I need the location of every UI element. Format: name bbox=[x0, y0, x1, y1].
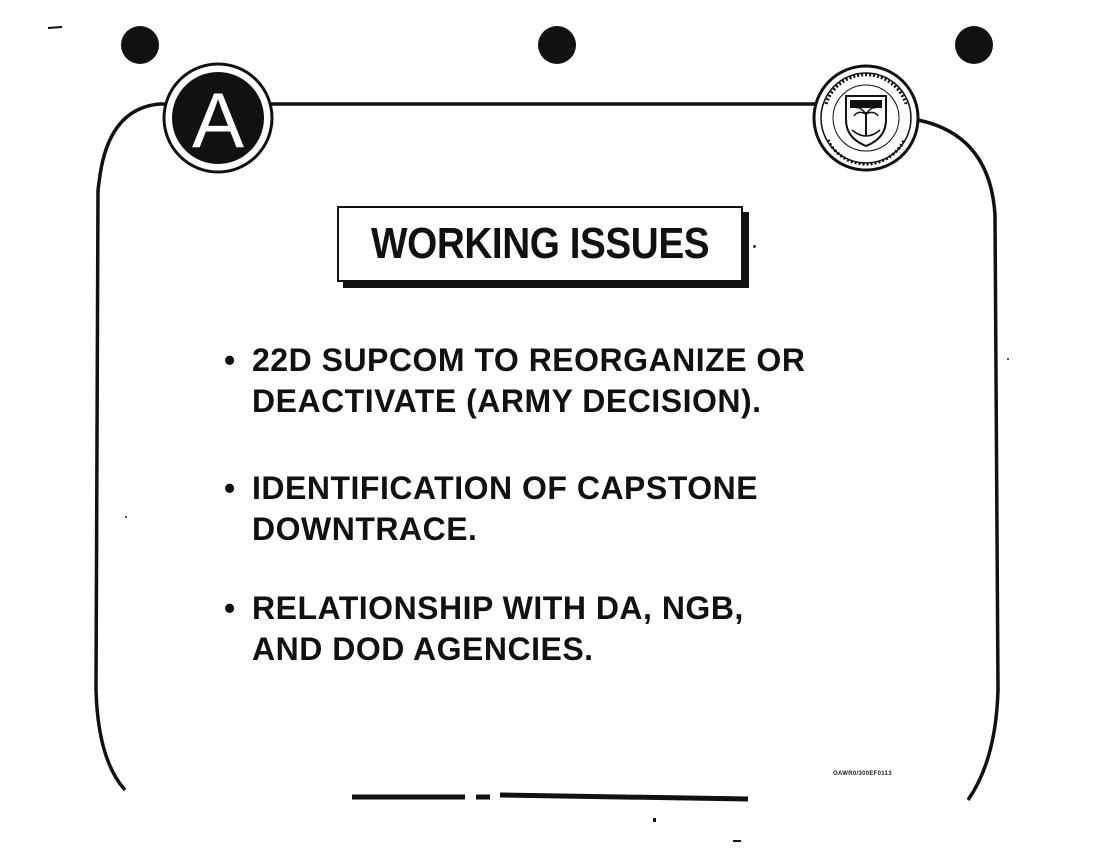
bullet-marker: • bbox=[224, 470, 236, 506]
bullet-line: RELATIONSHIP WITH DA, NGB, bbox=[252, 590, 744, 626]
frame-right-side bbox=[968, 215, 998, 800]
bullet-marker: • bbox=[224, 342, 236, 378]
bullet-line: 22D SUPCOM TO REORGANIZE OR bbox=[252, 342, 806, 378]
bullet-line: DEACTIVATE (ARMY DECISION). bbox=[252, 383, 762, 419]
punch-hole-center bbox=[538, 26, 576, 64]
bullet-line: DOWNTRACE. bbox=[252, 511, 478, 547]
badge-letter: A bbox=[191, 76, 245, 164]
scan-speck bbox=[125, 516, 127, 518]
page-title: WORKING ISSUES bbox=[370, 219, 710, 268]
list-item bbox=[224, 340, 924, 422]
punch-hole-left bbox=[121, 26, 159, 64]
frame-right-corner bbox=[918, 120, 995, 215]
list-item bbox=[224, 588, 924, 670]
frame-left-side bbox=[96, 190, 125, 790]
scan-speck bbox=[48, 27, 62, 28]
scan-speck bbox=[733, 840, 741, 842]
slide-code: OAWR0/300EF0113 bbox=[833, 771, 892, 777]
scan-speck bbox=[753, 245, 756, 248]
frame-left-corner bbox=[98, 104, 172, 190]
bottom-rule-right bbox=[500, 795, 748, 799]
title-box bbox=[337, 206, 743, 282]
bullet-line: AND DOD AGENCIES. bbox=[252, 631, 594, 667]
bullet-line: IDENTIFICATION OF CAPSTONE bbox=[252, 470, 759, 506]
punch-hole-right bbox=[955, 26, 993, 64]
bullet-marker: • bbox=[224, 590, 236, 626]
unit-seal-icon bbox=[814, 66, 918, 170]
scan-speck bbox=[653, 818, 656, 822]
scan-speck bbox=[1007, 358, 1009, 360]
list-item bbox=[224, 468, 924, 550]
